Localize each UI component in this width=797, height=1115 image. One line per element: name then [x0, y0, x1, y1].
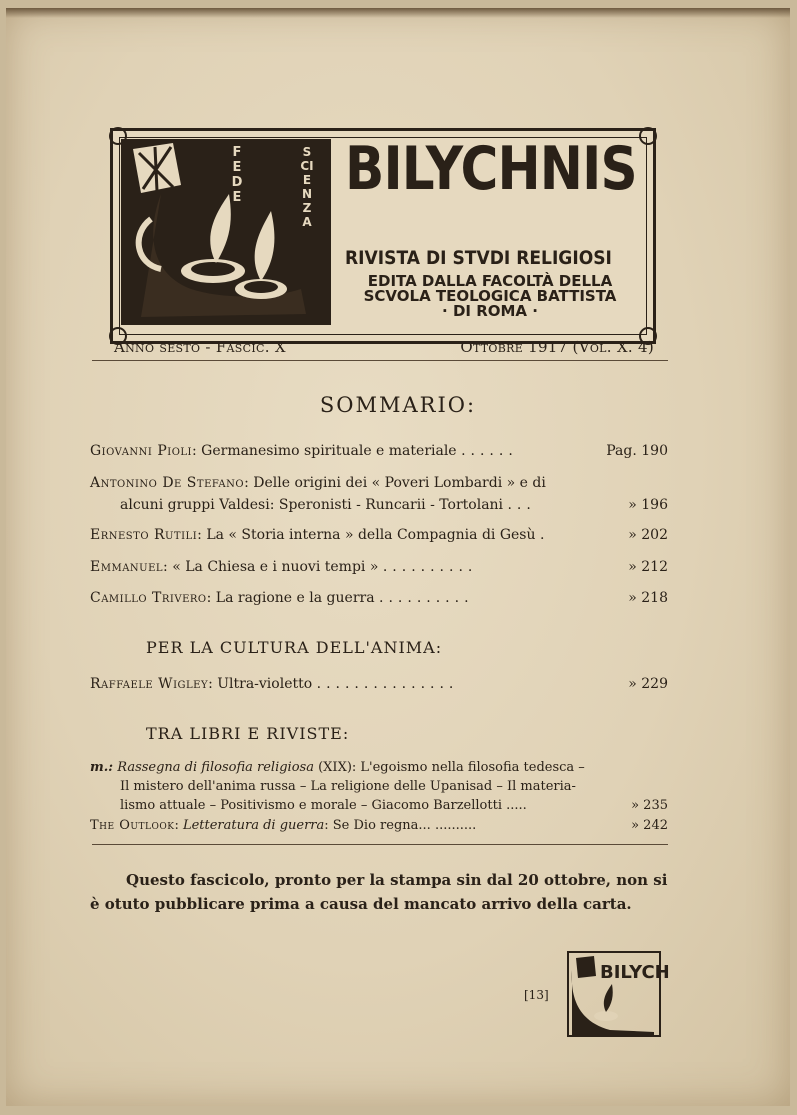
page-number: [13] [524, 988, 549, 1002]
leader-dots: .......... [379, 590, 474, 606]
emblem-word-scienza: SCIENZA [300, 145, 314, 229]
toc-title: : Delle origini dei « Poveri Lombardi » e di [244, 475, 546, 491]
toc-entry [90, 524, 668, 546]
toc-entry [90, 587, 668, 609]
review-entry: The Outlook: Letteratura di guerra: Se Dio regna... .......... » 242 [90, 818, 668, 833]
leader-dots: .......... [434, 818, 477, 833]
toc-entry [90, 440, 668, 462]
torn-top-edge [6, 8, 790, 18]
toc-title-continued: alcuni gruppi Valdesi: Speronisti - Runcarii - Tortolani [120, 497, 504, 513]
toc-title: : La ragione e la guerra [206, 590, 375, 606]
publication-notice [90, 868, 668, 916]
leader-dots: . [539, 527, 550, 543]
leader-dots: ... [507, 497, 536, 513]
issue-number: Anno sesto - Fascic. X [114, 338, 286, 356]
review-title: Rassegna di filosofia religiosa [117, 760, 314, 775]
contents-heading: SOMMARIO: [319, 393, 477, 417]
notice-line-2: è otuto pubblicare prima a causa del mancato arrivo della carta. [90, 895, 632, 913]
divider [92, 360, 668, 361]
toc-entry [90, 673, 668, 695]
toc-entry [90, 472, 668, 516]
toc-page: » 212 [628, 559, 668, 575]
review-entry [90, 758, 668, 815]
toc-page: » 218 [628, 590, 668, 606]
corner-ornament-icon [639, 127, 657, 145]
divider [92, 844, 668, 845]
leader-dots: ............... [316, 676, 459, 692]
review-title: Letteratura di guerra [182, 818, 325, 833]
issue-date: Ottobre 1917 (Vol. X. 4) [460, 338, 654, 356]
toc-author: Emmanuel [90, 559, 164, 575]
leader-dots: ..... [506, 798, 527, 813]
toc-title: : La « Storia interna » della Compagnia di Gesù [197, 527, 536, 543]
toc-title: : « La Chiesa e i nuovi tempi » [163, 559, 379, 575]
section-heading: PER LA CULTURA DELL'ANIMA: [146, 638, 443, 657]
toc-page: Pag. 190 [606, 443, 668, 459]
leader-dots: ...... [461, 443, 518, 459]
review-text-continued: lismo attuale – Positivismo e morale – Giacomo Barzellotti [120, 798, 502, 813]
toc-author: Raffaele Wigley [90, 676, 209, 692]
toc-author: Giovanni Pioli [90, 443, 192, 459]
review-text: : Se Dio regna... [324, 818, 431, 833]
toc-page: » 229 [628, 676, 668, 692]
magazine-subtitle: RIVISTA DI STVDI RELIGIOSI [345, 247, 612, 269]
review-author: The Outlook [90, 818, 175, 833]
toc-author: Antonino De Stefano [90, 475, 245, 491]
corner-ornament-icon [109, 127, 127, 145]
toc-page: » 196 [628, 497, 668, 513]
toc-entry [90, 556, 668, 578]
magazine-title: BILYCHNIS [345, 134, 637, 204]
review-text-continued: Il mistero dell'anima russa – La religione delle Upanisad – Il materia- [120, 779, 576, 794]
leader-dots: .......... [382, 559, 478, 575]
toc-author: Camillo Trivero [90, 590, 207, 606]
publisher-line-3: · DI ROMA · [442, 302, 538, 320]
toc-title: : Ultra-violetto [208, 676, 313, 692]
section-heading: TRA LIBRI E RIVISTE: [146, 724, 350, 743]
small-logo-emblem [566, 950, 670, 1038]
toc-author: Ernesto Rutili [90, 527, 198, 543]
toc-page: » 202 [628, 527, 668, 543]
toc-page: » 235 [631, 798, 668, 813]
toc-page: » 242 [631, 818, 668, 833]
notice-line-1: Questo fascicolo, pronto per la stampa sin dal 20 ottobre, non si [126, 871, 668, 889]
publisher-line-2: SCVOLA TEOLOGICA BATTISTA [363, 287, 617, 305]
review-text: (XIX): L'egoismo nella filosofia tedesca – [313, 760, 585, 775]
publisher-line-1: EDITA DALLA FACOLTÀ DELLA [367, 272, 613, 290]
emblem-word-fede: FEDE [231, 145, 243, 205]
publisher-lines [345, 274, 635, 319]
toc-title: : Germanesimo spirituale e materiale [191, 443, 457, 459]
masthead [110, 128, 656, 344]
document-page [6, 8, 790, 1106]
small-logo-text: BILYCH [600, 962, 670, 983]
review-author: m.: [90, 760, 114, 775]
